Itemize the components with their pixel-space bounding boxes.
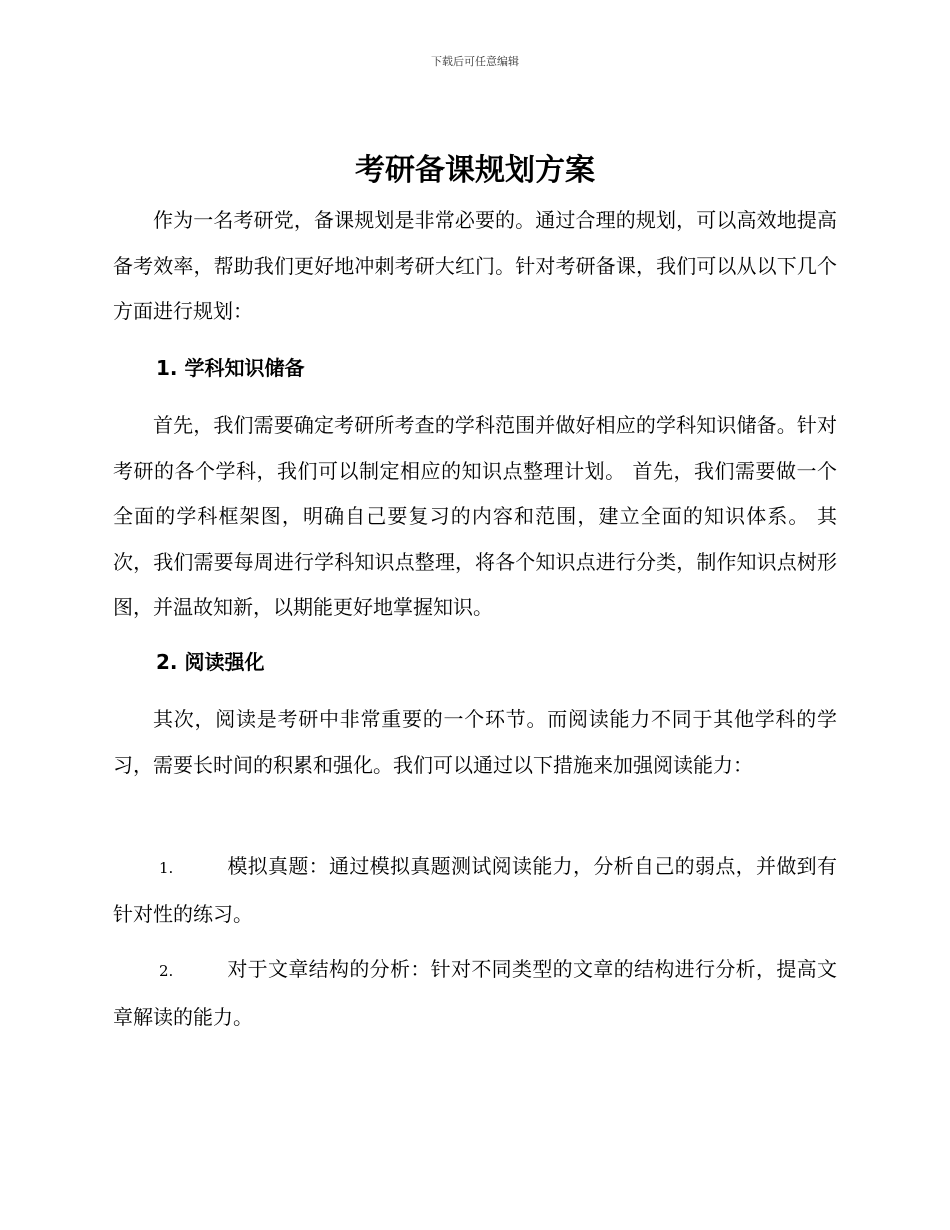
document-title: 考研备课规划方案 [355, 153, 595, 188]
list-number: 2. [159, 962, 174, 980]
intro-paragraph: 作为一名考研党，备课规划是非常必要的。通过合理的规划，可以高效地提高备考效率，帮助我们更好地冲刺考研大红门。针对考研备课，我们可以从以下几个方面进行规划： [113, 208, 837, 323]
list-text: 对于文章结构的分析：针对不同类型的文章的结构进行分析，提高文章解读的能力。 [113, 957, 837, 1029]
list-block-1 [113, 844, 837, 937]
section-2 [113, 640, 837, 686]
section-1 [113, 346, 837, 392]
list-number: 1. [159, 859, 174, 877]
section-heading: 2. 阅读强化 [156, 650, 265, 674]
section-paragraph: 首先，我们需要确定考研所考查的学科范围并做好相应的学科知识储备。针对考研的各个学科，我们可以制定相应的知识点整理计划。 首先，我们需要做一个全面的学科框架图，明确自己要复习的内容和范围，建立全面的知识体系。 其次，我们需要每周进行学科知识点整理，将各个知识点进行分类，制作知识点树形图，并温故知新，以期能更好地掌握知识。 [113, 413, 837, 619]
page-header: 下载后可任意编辑 [431, 55, 519, 68]
list-item [113, 947, 837, 1040]
list-text: 模拟真题：通过模拟真题测试阅读能力，分析自己的弱点，并做到有针对性的练习。 [113, 854, 837, 926]
section-1-body [113, 403, 837, 631]
section-paragraph: 其次，阅读是考研中非常重要的一个环节。而阅读能力不同于其他学科的学习，需要长时间的积累和强化。我们可以通过以下措施来加强阅读能力： [113, 707, 837, 777]
list-item [113, 844, 837, 937]
intro-block [113, 198, 837, 335]
section-2-body [113, 697, 837, 788]
section-heading: 1. 学科知识储备 [156, 356, 305, 380]
list-block-2 [113, 947, 837, 1040]
